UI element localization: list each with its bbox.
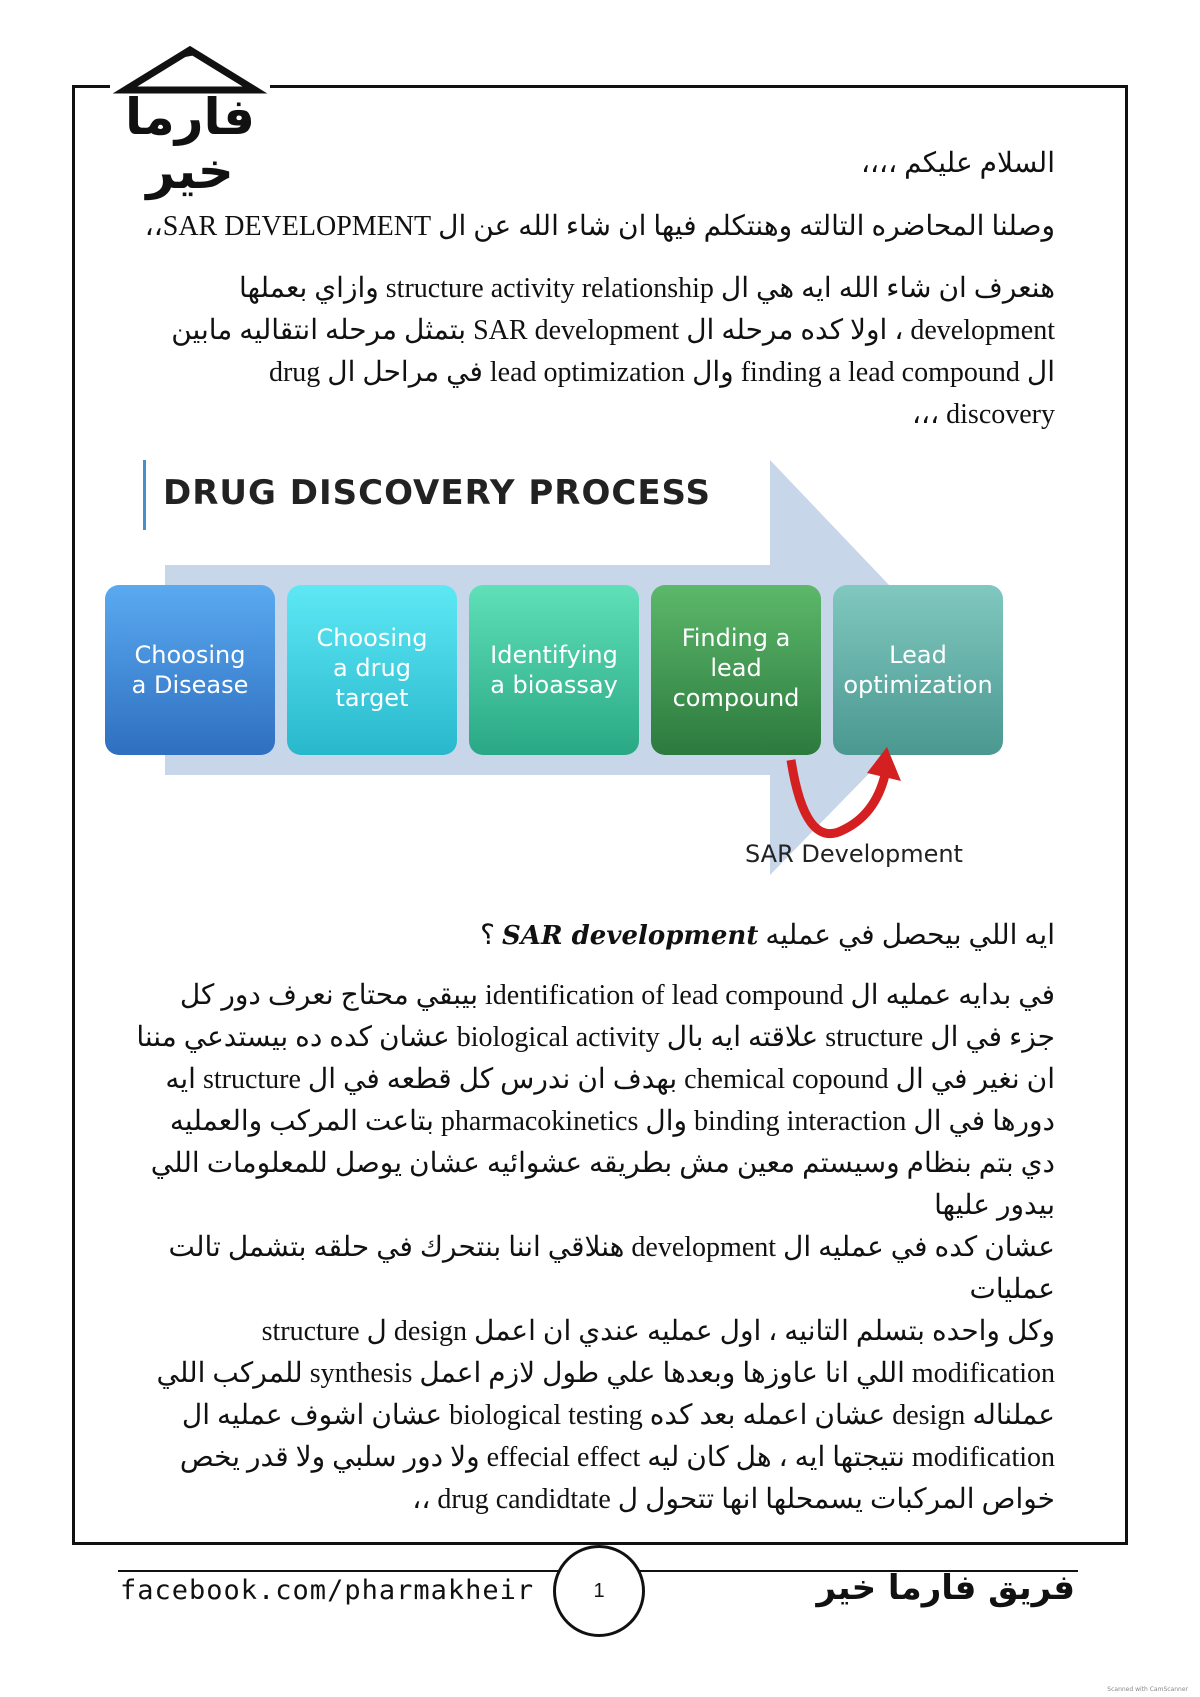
definition-paragraph — [135, 268, 1055, 436]
step-label-line: lead — [710, 654, 762, 682]
body-line: وكل واحده بتسلم التانيه ، اول عمليه عندي ان اعمل design ل structure — [261, 1316, 1055, 1347]
question-term: SAR development — [502, 921, 759, 951]
logo-line-bottom: خير — [146, 142, 234, 200]
body-line: modification اللي انا عاوزها وبعدها علي طول لازم اعمل synthesis للمركب اللي — [156, 1358, 1055, 1389]
sar-development-label: SAR Development — [745, 840, 963, 868]
intro — [135, 206, 1055, 248]
step-label-line: a Disease — [131, 671, 249, 699]
step-label-choosing-disease — [100, 640, 280, 700]
logo-line-top: فارما — [124, 88, 256, 146]
definition-line: discovery ،،، — [912, 399, 1055, 430]
step-label-line: Lead — [889, 641, 947, 669]
drug-discovery-diagram — [105, 455, 1065, 875]
step-label-choosing-target — [282, 623, 462, 713]
body-line: جزء في ال structure علاقته ايه بال biological activity عشان كده ده بيستدعي مننا — [136, 1022, 1055, 1053]
intro-text: وصلنا المحاضره التالته وهنتكلم فيها ان شاء الله عن ال SAR DEVELOPMENT،، — [144, 211, 1055, 242]
step-label-line: optimization — [843, 671, 993, 699]
body-line: دورها في ال binding interaction وال pharmacokinetics بتاعت المركب والعمليه — [169, 1106, 1055, 1137]
body-line: عملناله design عشان اعمله بعد كده biological testing عشان اشوف عمليه ال — [181, 1400, 1055, 1431]
body-line: في بدايه عمليه ال identification of lead compound بيبقي محتاج نعرف دور كل — [179, 980, 1055, 1011]
greeting-text: السلام عليكم ،،،، — [860, 148, 1055, 179]
step-label-line: Identifying — [490, 641, 618, 669]
step-label-line: a drug — [333, 654, 411, 682]
body-line: ان نغير في ال chemical copound بهدف ان ندرس كل قطعه في ال structure ايه — [165, 1064, 1055, 1095]
footer-facebook-link[interactable]: facebook.com/pharmakheir — [120, 1575, 535, 1606]
step-label-line: compound — [672, 684, 800, 712]
body-line: خواص المركبات يسمحلها انها تتحول ل drug candidtate ،، — [412, 1484, 1055, 1515]
footer-team-name: فريق فارما خير — [816, 1568, 1075, 1608]
definition-line: هنعرف ان شاء الله ايه هي ال structure activity relationship وازاي بعملها — [239, 273, 1055, 304]
body-paragraph — [135, 975, 1055, 1521]
page-number: 1 — [553, 1545, 645, 1637]
step-label-identifying-bioassay — [464, 640, 644, 700]
question-heading — [135, 915, 1055, 957]
step-label-line: Choosing — [134, 641, 246, 669]
step-label-finding-lead — [646, 623, 826, 713]
body-line: دي بتم بنظام وسيستم معين مش بطريقه عشوائيه عشان يوصل للمعلومات اللي بيدور عليها — [150, 1148, 1055, 1221]
question-prefix: ايه اللي بيحصل في عمليه — [765, 920, 1055, 951]
question-line — [135, 915, 1055, 957]
step-label-line: target — [335, 684, 409, 712]
diagram-title: DRUG DISCOVERY PROCESS — [163, 473, 712, 513]
greeting — [135, 143, 1055, 185]
scan-watermark: Scanned with CamScanner — [1107, 1686, 1188, 1693]
step-label-line: a bioassay — [490, 671, 618, 699]
question-suffix: ؟ — [480, 920, 495, 951]
title-accent-bar — [143, 460, 146, 530]
body-line: modification نتيجتها ايه ، هل كان ليه effecial effect ولا دور سلبي ولا قدر يخص — [179, 1442, 1055, 1473]
definition-line: ال finding a lead compound وال lead optimization في مراحل ال drug — [268, 357, 1055, 388]
body-line: عشان كده في عمليه ال development هنلاقي اننا بنتحرك في حلقه بتشمل تالت عمليات — [168, 1232, 1055, 1305]
step-label-lead-optimization — [828, 640, 1008, 700]
step-label-line: Choosing — [316, 624, 428, 652]
step-label-line: Finding a — [681, 624, 791, 652]
definition-line: development ، اولا كده مرحله ال SAR development بتمثل مرحله انتقاليه مابين — [171, 315, 1055, 346]
